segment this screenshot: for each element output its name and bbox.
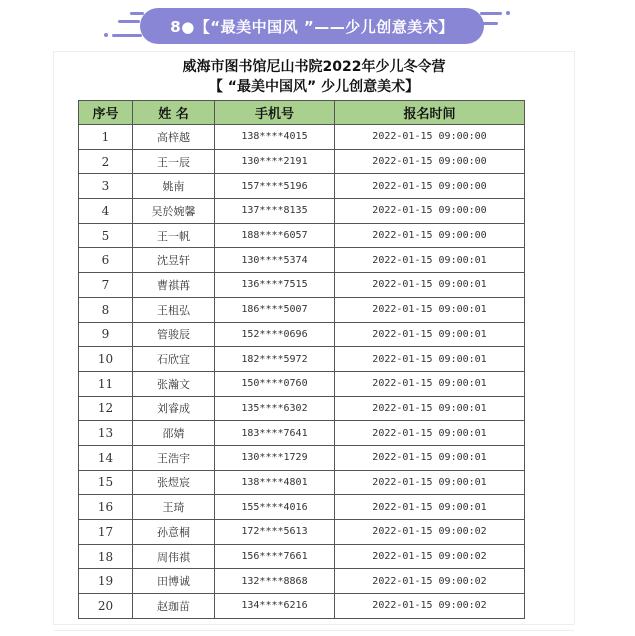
- cell-signup-time: 2022-01-15 09:00:01: [335, 445, 525, 470]
- cell-name: 沈昱轩: [133, 248, 215, 273]
- cell-seq: 4: [79, 199, 133, 224]
- table-row: [79, 248, 525, 273]
- cell-signup-time: 2022-01-15 09:00:00: [335, 199, 525, 224]
- header-signup-time: 报名时间: [335, 101, 525, 125]
- cell-name: 王柤弘: [133, 297, 215, 322]
- cell-seq: 13: [79, 421, 133, 446]
- cell-name: 王一辰: [133, 149, 215, 174]
- cell-signup-time: 2022-01-15 09:00:01: [335, 396, 525, 421]
- table-row: [79, 174, 525, 199]
- cell-phone: 188****6057: [215, 223, 335, 248]
- cell-seq: 17: [79, 520, 133, 545]
- decor-line: [130, 12, 144, 15]
- cell-phone: 134****6216: [215, 594, 335, 619]
- cell-signup-time: 2022-01-15 09:00:00: [335, 174, 525, 199]
- cell-phone: 156****7661: [215, 544, 335, 569]
- registration-table: [78, 100, 525, 619]
- table-row: [79, 371, 525, 396]
- cell-seq: 6: [79, 248, 133, 273]
- table-row: [79, 594, 525, 619]
- registration-document: [54, 52, 574, 624]
- decor-line: [480, 12, 502, 15]
- cell-name: 赵珈苗: [133, 594, 215, 619]
- cell-seq: 10: [79, 347, 133, 372]
- cell-seq: 15: [79, 470, 133, 495]
- cell-phone: 138****4015: [215, 125, 335, 150]
- cell-signup-time: 2022-01-15 09:00:02: [335, 544, 525, 569]
- header-name: 姓 名: [133, 101, 215, 125]
- header-seq: 序号: [79, 101, 133, 125]
- divider: [54, 630, 574, 631]
- table-row: [79, 297, 525, 322]
- cell-name: 曹祺苒: [133, 273, 215, 298]
- cell-seq: 1: [79, 125, 133, 150]
- cell-name: 管骏辰: [133, 322, 215, 347]
- cell-signup-time: 2022-01-15 09:00:00: [335, 149, 525, 174]
- cell-phone: 183****7641: [215, 421, 335, 446]
- cell-signup-time: 2022-01-15 09:00:01: [335, 470, 525, 495]
- table-row: [79, 396, 525, 421]
- decor-dot: [506, 11, 510, 15]
- cell-name: 王琦: [133, 495, 215, 520]
- cell-name: 田博诚: [133, 569, 215, 594]
- cell-seq: 8: [79, 297, 133, 322]
- cell-seq: 11: [79, 371, 133, 396]
- table-row: [79, 470, 525, 495]
- cell-name: 周伟祺: [133, 544, 215, 569]
- cell-name: 张煜宸: [133, 470, 215, 495]
- cell-phone: 182****5972: [215, 347, 335, 372]
- cell-phone: 150****0760: [215, 371, 335, 396]
- cell-name: 吴於婉馨: [133, 199, 215, 224]
- cell-seq: 20: [79, 594, 133, 619]
- header-phone: 手机号: [215, 101, 335, 125]
- cell-signup-time: 2022-01-15 09:00:01: [335, 347, 525, 372]
- cell-phone: 135****6302: [215, 396, 335, 421]
- table-body: [79, 125, 525, 619]
- cell-signup-time: 2022-01-15 09:00:01: [335, 322, 525, 347]
- cell-signup-time: 2022-01-15 09:00:01: [335, 421, 525, 446]
- document-subtitle: 【 “最美中国风” 少儿创意美术】: [208, 79, 420, 95]
- cell-seq: 3: [79, 174, 133, 199]
- cell-name: 王一帆: [133, 223, 215, 248]
- cell-signup-time: 2022-01-15 09:00:02: [335, 520, 525, 545]
- cell-name: 石欣宜: [133, 347, 215, 372]
- table-row: [79, 544, 525, 569]
- cell-phone: 138****4801: [215, 470, 335, 495]
- table-row: [79, 322, 525, 347]
- table-row: [79, 125, 525, 150]
- cell-phone: 130****1729: [215, 445, 335, 470]
- table-row: [79, 199, 525, 224]
- cell-phone: 130****2191: [215, 149, 335, 174]
- cell-name: 邵婧: [133, 421, 215, 446]
- table-row: [79, 223, 525, 248]
- cell-name: 姚南: [133, 174, 215, 199]
- decor-line: [112, 34, 142, 37]
- decor-line: [118, 20, 140, 23]
- decor-dot: [104, 33, 108, 37]
- cell-phone: 136****7515: [215, 273, 335, 298]
- cell-name: 孙意桐: [133, 520, 215, 545]
- cell-signup-time: 2022-01-15 09:00:00: [335, 223, 525, 248]
- cell-seq: 12: [79, 396, 133, 421]
- cell-phone: 155****4016: [215, 495, 335, 520]
- cell-name: 刘睿成: [133, 396, 215, 421]
- cell-seq: 2: [79, 149, 133, 174]
- table-header-row: [79, 101, 525, 125]
- cell-name: 高梓越: [133, 125, 215, 150]
- cell-phone: 157****5196: [215, 174, 335, 199]
- cell-signup-time: 2022-01-15 09:00:00: [335, 125, 525, 150]
- cell-name: 张瀚文: [133, 371, 215, 396]
- table-row: [79, 495, 525, 520]
- cell-seq: 9: [79, 322, 133, 347]
- table-row: [79, 273, 525, 298]
- cell-phone: 130****5374: [215, 248, 335, 273]
- cell-seq: 14: [79, 445, 133, 470]
- cell-phone: 186****5007: [215, 297, 335, 322]
- cell-phone: 172****5613: [215, 520, 335, 545]
- cell-seq: 5: [79, 223, 133, 248]
- table-row: [79, 520, 525, 545]
- section-banner-area: [0, 0, 635, 48]
- cell-signup-time: 2022-01-15 09:00:01: [335, 495, 525, 520]
- table-row: [79, 347, 525, 372]
- cell-phone: 152****0696: [215, 322, 335, 347]
- cell-seq: 19: [79, 569, 133, 594]
- document-title: 威海市图书馆尼山书院2022年少儿冬令营: [182, 59, 446, 75]
- table-row: [79, 421, 525, 446]
- cell-signup-time: 2022-01-15 09:00:01: [335, 297, 525, 322]
- table-row: [79, 445, 525, 470]
- table-row: [79, 149, 525, 174]
- cell-seq: 7: [79, 273, 133, 298]
- cell-signup-time: 2022-01-15 09:00:01: [335, 248, 525, 273]
- cell-name: 王浩宇: [133, 445, 215, 470]
- cell-seq: 16: [79, 495, 133, 520]
- cell-phone: 132****8868: [215, 569, 335, 594]
- cell-signup-time: 2022-01-15 09:00:01: [335, 273, 525, 298]
- table-row: [79, 569, 525, 594]
- cell-phone: 137****8135: [215, 199, 335, 224]
- cell-seq: 18: [79, 544, 133, 569]
- cell-signup-time: 2022-01-15 09:00:02: [335, 569, 525, 594]
- section-banner: 8●【“最美中国风 ”——少儿创意美术】: [140, 8, 484, 44]
- cell-signup-time: 2022-01-15 09:00:01: [335, 371, 525, 396]
- cell-signup-time: 2022-01-15 09:00:02: [335, 594, 525, 619]
